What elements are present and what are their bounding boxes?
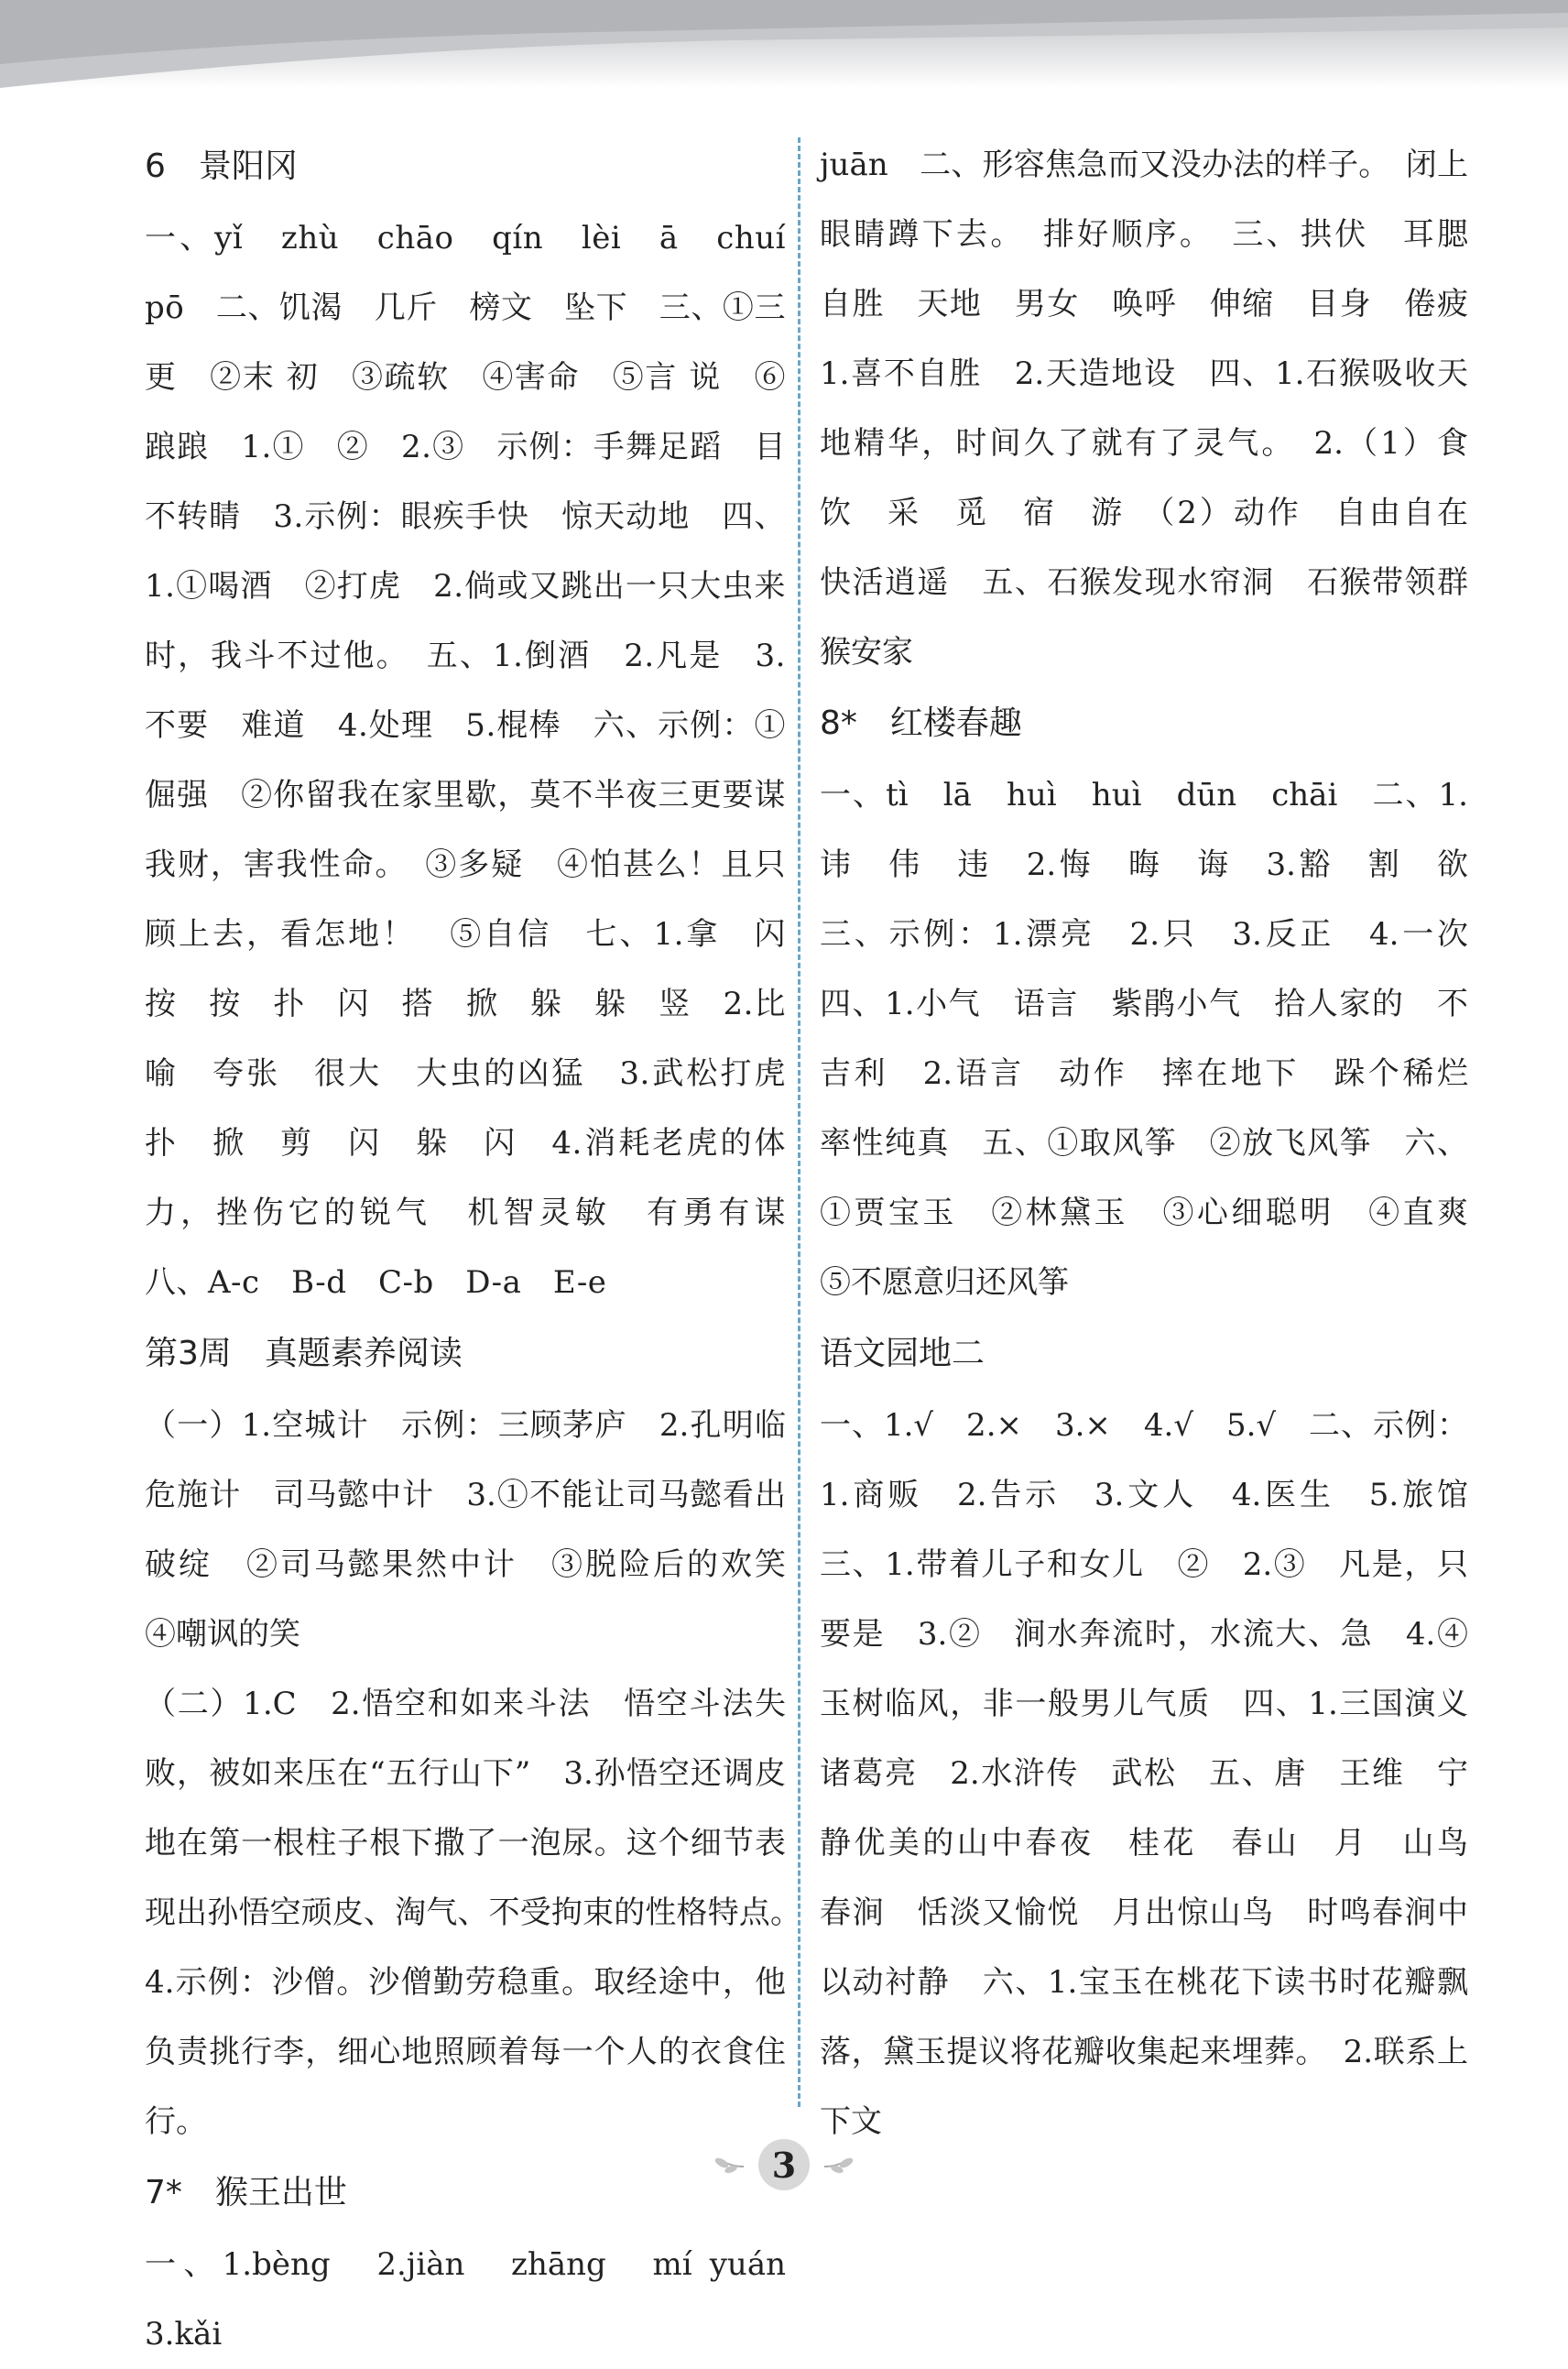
page-footer [0, 2133, 1568, 2197]
leaf-sprig-right-icon [822, 2154, 859, 2176]
section-heading-yuwen-yuandi: 语文园地二 [820, 1335, 985, 1372]
right-column [820, 130, 1499, 2156]
section-heading-jingyanggang: 6 景阳冈 [145, 147, 298, 185]
answer-paragraph: 一、tì lā huì huì dūn chāi 二、1.讳 伟 违 2.悔 晦 诲 3.豁 割 欲 三、示例：1.漂亮 2.只 3.反正 4.一次 四、1.小气 语言 紫鹃小气 拾人家的 不吉利 2.语言 动作 摔在地下 跺个稀烂 率性纯真 五、①取风筝 ②放飞风筝 六、①贾宝玉 ②林黛玉 ③心细聪明 ④直爽 ⑤不愿意归还风筝 [820, 777, 1499, 1301]
page-number: 3 [758, 2139, 810, 2190]
answer-paragraph: （一）1.空城计 示例：三顾茅庐 2.孔明临危施计 司马懿中计 3.①不能让司马懿看出破绽 ②司马懿果然中计 ③脱险后的欢笑 ④嘲讽的笑 [145, 1407, 817, 1653]
leaf-sprig-left-icon [709, 2154, 746, 2176]
answer-paragraph: （二）1.C 2.悟空和如来斗法 悟空斗法失败，被如来压在“五行山下” 3.孙悟空还调皮地在第一根柱子根下撒了一泡尿。这个细节表现出孙悟空顽皮、淘气、不受拘束的性格特点。 4.示例：沙僧。沙僧勤劳稳重。取经途中，他负责挑行李，细心地照顾着每一个人的衣食住行。 [145, 1686, 817, 2140]
section-heading-week3: 第3周 真题素养阅读 [145, 1335, 463, 1372]
section-heading-houwang: 7* 猴王出世 [145, 2174, 347, 2211]
header-wave-decoration [0, 0, 1568, 101]
section-heading-honglou: 8* 红楼春趣 [820, 704, 1022, 742]
answer-paragraph: 一、1.bèng 2.jiàn zhāng mí yuán 3.kǎi [145, 2246, 817, 2353]
answer-paragraph: 一、1.√ 2.× 3.× 4.√ 5.√ 二、示例：1.商贩 2.告示 3.文人 4.医生 5.旅馆 三、1.带着儿子和女儿 ② 2.③ 凡是，只要是 3.② 涧水奔流时，水流大、急 4.④ 玉树临风，非一般男儿气质 四、1.三国演义 诸葛亮 2.水浒传 武松 五、唐 王维 宁静优美的山中春夜 桂花 春山 月 山鸟 春涧 恬淡又愉悦 月出惊山鸟 时鸣春涧中 以动衬静 六、1.宝玉在桃花下读书时花瓣飘落，黛玉提议将花瓣收集起来埋葬。 2.联系上下文 [820, 1407, 1499, 2140]
column-divider [798, 137, 800, 2107]
answer-paragraph: juān 二、形容焦急而又没办法的样子。 闭上眼睛蹲下去。 排好顺序。 三、拱伏 耳腮 自胜 天地 男女 唤呼 伸缩 目身 倦疲 1.喜不自胜 2.天造地设 四、1.石猴吸收天地精华，时间久了就有了灵气。 2.（1）食 饮 采 觅 宿 游 （2）动作 自由自在 快活逍遥 五、石猴发现水帘洞 石猴带领群猴安家 [820, 147, 1499, 671]
answer-paragraph: 一、yǐ zhù chāo qín lèi ā chuí pō 二、饥渴 几斤 榜文 坠下 三、①三更 ②末 初 ③疏软 ④害命 ⑤言 说 ⑥踉踉 1.① ② 2.③ 示例：手舞足蹈 目不转睛 3.示例：眼疾手快 惊天动地 四、1.①喝酒 ②打虎 2.倘或又跳出一只大虫来时，我斗不过他。 五、1.倒酒 2.凡是 3.不要 难道 4.处理 5.棍棒 六、示例：①倔强 ②你留我在家里歇，莫不半夜三更要谋我财，害我性命。 ③多疑 ④怕甚么！且只顾上去，看怎地！ ⑤自信 七、1.拿 闪 按 按 扑 闪 搭 掀 躲 躲 竖 2.比喻 夸张 很大 大虫的凶猛 3.武松打虎 扑 掀 剪 闪 躲 闪 4.消耗老虎的体力，挫伤它的锐气 机智灵敏 有勇有谋 八、A-c B-d C-b D-a E-e [145, 220, 818, 1301]
left-column [145, 130, 818, 2369]
